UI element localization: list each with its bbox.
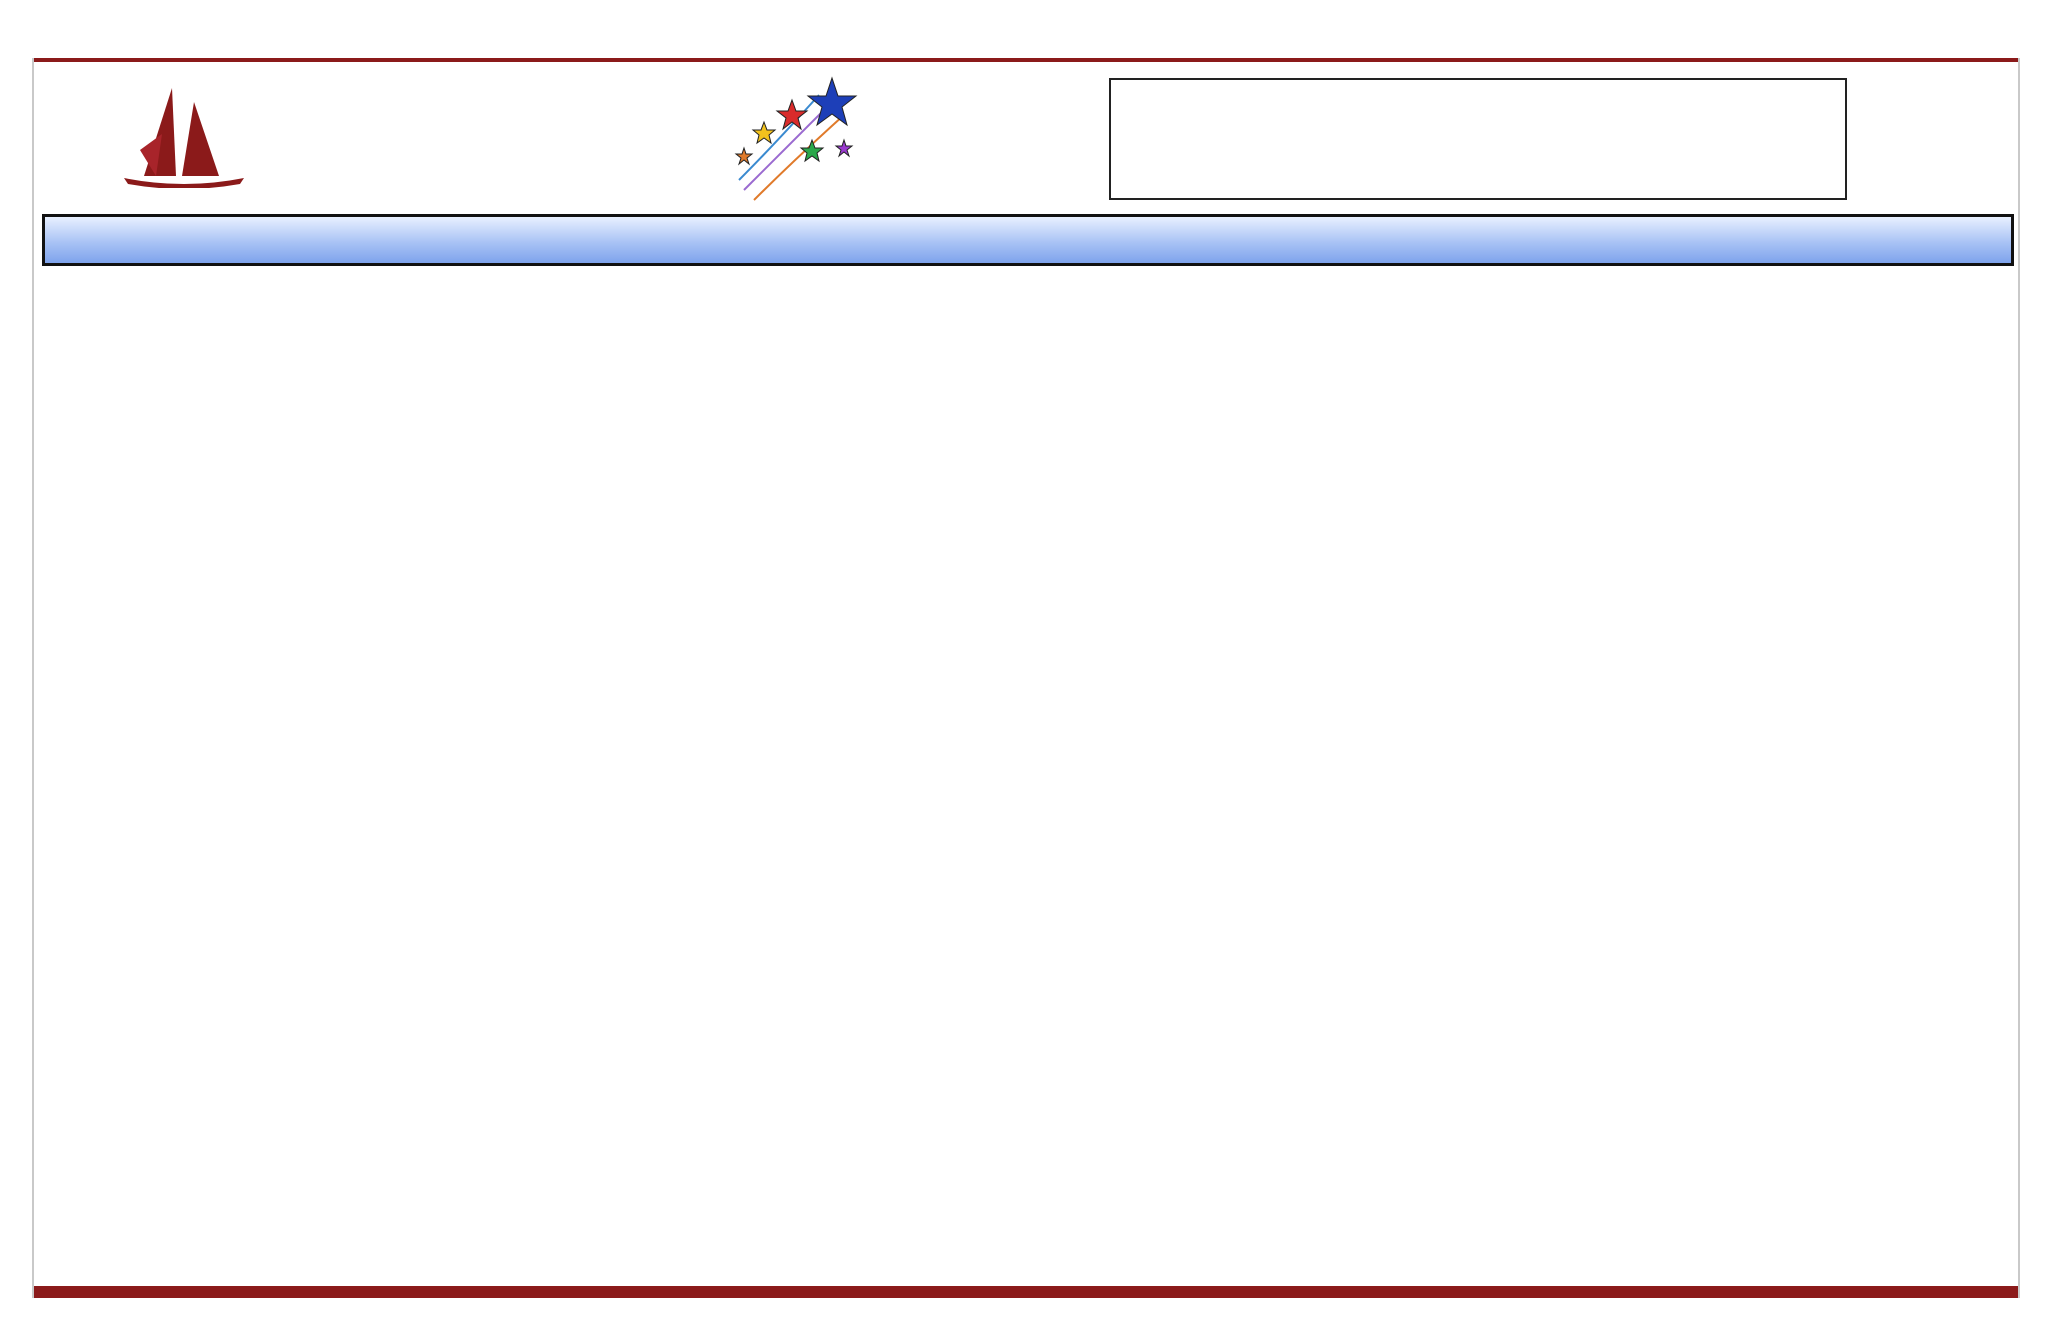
shooting-stars-icon [714, 70, 874, 215]
weekday-header-bar [42, 214, 2014, 266]
sailboat-icon [44, 78, 334, 188]
calendar-sheet [32, 58, 2020, 1298]
room-key [1109, 78, 1847, 200]
bottom-rule [34, 1286, 2018, 1298]
calendar-grid [34, 270, 2022, 1286]
